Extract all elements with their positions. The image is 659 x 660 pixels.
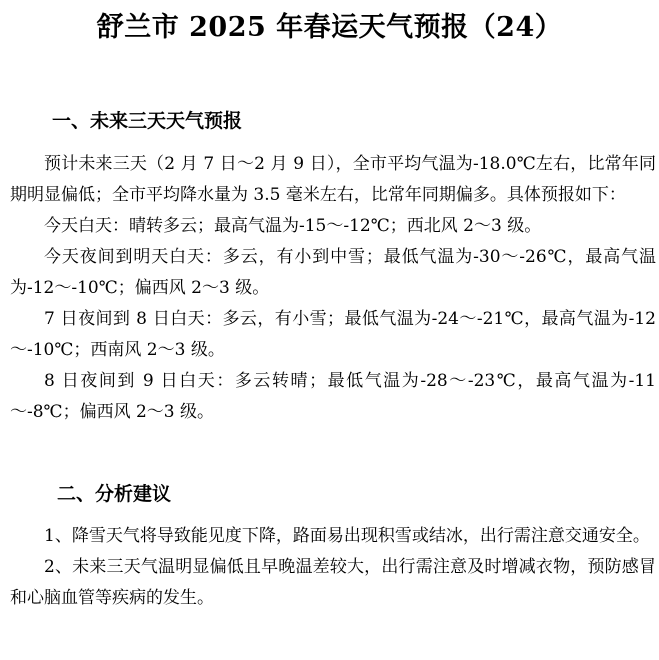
advice-item-1: 1、降雪天气将导致能见度下降，路面易出现积雪或结冰，出行需注意交通安全。 bbox=[44, 526, 650, 546]
forecast-day8-night-day9: 8 日夜间到 9 日白天：多云转晴；最低气温为-28～-23℃，最高气温为-11～-8℃；偏西风 2～3 级。 bbox=[10, 371, 656, 422]
forecast-section-body bbox=[10, 149, 656, 428]
advice-item-2: 2、未来三天气温明显偏低且早晚温差较大，出行需注意及时增减衣物，预防感冒和心脑血管等疾病的发生。 bbox=[10, 557, 656, 608]
advice-section-body bbox=[10, 521, 656, 614]
forecast-day7-night-day8: 7 日夜间到 8 日白天：多云，有小雪；最低气温为-24～-21℃，最高气温为-12～-10℃；西南风 2～3 级。 bbox=[10, 309, 656, 360]
document-title: 舒兰市 2025 年春运天气预报（24） bbox=[96, 12, 563, 43]
forecast-summary-paragraph: 预计未来三天（2 月 7 日～2 月 9 日），全市平均气温为-18.0℃左右，比常年同期明显偏低；全市平均降水量为 3.5 毫米左右，比常年同期偏多。具体预报如下： bbox=[10, 154, 656, 205]
section-heading-advice: 二、分析建议 bbox=[57, 483, 172, 505]
forecast-tonight-tomorrow: 今天夜间到明天白天：多云，有小到中雪；最低气温为-30～-26℃，最高气温为-12～-10℃；偏西风 2～3 级。 bbox=[10, 247, 656, 298]
forecast-today-day: 今天白天：晴转多云；最高气温为-15～-12℃；西北风 2～3 级。 bbox=[44, 216, 542, 236]
section-heading-forecast: 一、未来三天天气预报 bbox=[52, 110, 243, 132]
